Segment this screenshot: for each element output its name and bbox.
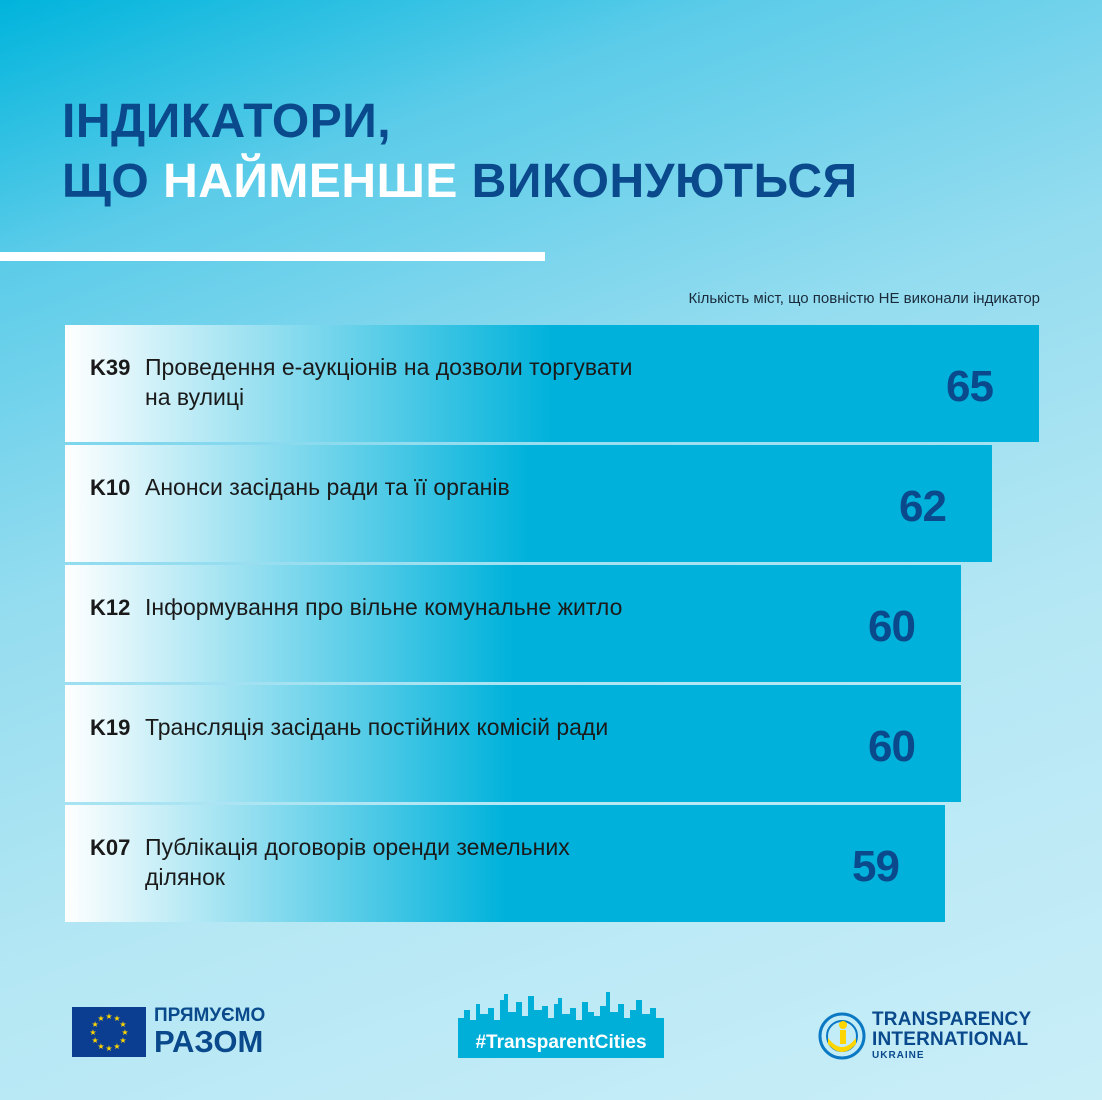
ti-text-line-2: INTERNATIONAL: [872, 1029, 1029, 1050]
title-line-2-start: ЩО: [62, 155, 164, 208]
eu-star-icon: ★: [119, 1019, 127, 1029]
transparent-cities-logo: [458, 990, 664, 1058]
ti-emblem-icon: [818, 1012, 866, 1060]
bar-value-label: 62: [899, 482, 946, 531]
eu-logo: [72, 1006, 265, 1057]
axis-caption: Кількість міст, що повністю НЕ виконали індикатор: [688, 290, 1040, 307]
bar-description-label: на вулиці: [145, 384, 245, 410]
ti-text-line-3: UKRAINE: [872, 1050, 925, 1061]
eu-star-icon: ★: [113, 1041, 121, 1051]
eu-star-icon: ★: [97, 1041, 105, 1051]
bar-description-label: Публікація договорів оренди земельних: [145, 834, 570, 860]
title-line-2-end: ВИКОНУЮТЬСЯ: [457, 155, 858, 208]
bar-code-label: K10: [90, 475, 131, 500]
eu-star-icon: ★: [97, 1013, 105, 1023]
eu-star-icon: ★: [121, 1027, 129, 1037]
bar-value-label: 65: [946, 362, 993, 411]
eu-star-icon: ★: [113, 1013, 121, 1023]
eu-flag-icon: [72, 1007, 146, 1057]
title-highlight: НАЙМЕНШЕ: [163, 155, 458, 208]
bar-description-label: Інформування про вільне комунальне житло: [145, 594, 623, 620]
ti-text-line-1: TRANSPARENCY: [872, 1009, 1032, 1030]
eu-text-line-2: РАЗОМ: [154, 1024, 264, 1059]
title-line-1: ІНДИКАТОРИ,: [62, 95, 392, 148]
bar-value-label: 59: [852, 842, 899, 891]
eu-star-icon: ★: [105, 1011, 113, 1021]
bar-description-label: Трансляція засідань постійних комісій ради: [145, 714, 609, 740]
bar-code-label: K07: [90, 835, 131, 860]
bar-k12: [65, 565, 961, 682]
transparency-international-logo: [818, 1010, 1031, 1061]
eu-star-icon: ★: [89, 1027, 97, 1037]
eu-star-icon: ★: [91, 1035, 99, 1045]
bar-code-label: K12: [90, 595, 131, 620]
eu-star-icon: ★: [91, 1019, 99, 1029]
bar-description-label: Анонси засідань ради та її органів: [145, 474, 510, 500]
hashtag-label: #TransparentCities: [458, 1028, 664, 1058]
bar-code-label: K19: [90, 715, 131, 740]
bar-value-label: 60: [868, 602, 915, 651]
bar-description-label: Проведення е-аукціонів на дозволи торгувати: [145, 354, 633, 380]
bar-description-label: ділянок: [145, 864, 225, 890]
eu-star-icon: ★: [119, 1035, 127, 1045]
bar-k19: [65, 685, 961, 802]
skyline-icon: [458, 990, 664, 1030]
eu-star-icon: ★: [105, 1043, 113, 1053]
bar-k10: [65, 445, 992, 562]
bar-value-label: 60: [868, 722, 915, 771]
eu-text-line-1: ПРЯМУЄМО: [154, 1005, 266, 1026]
bar-code-label: K39: [90, 355, 131, 380]
